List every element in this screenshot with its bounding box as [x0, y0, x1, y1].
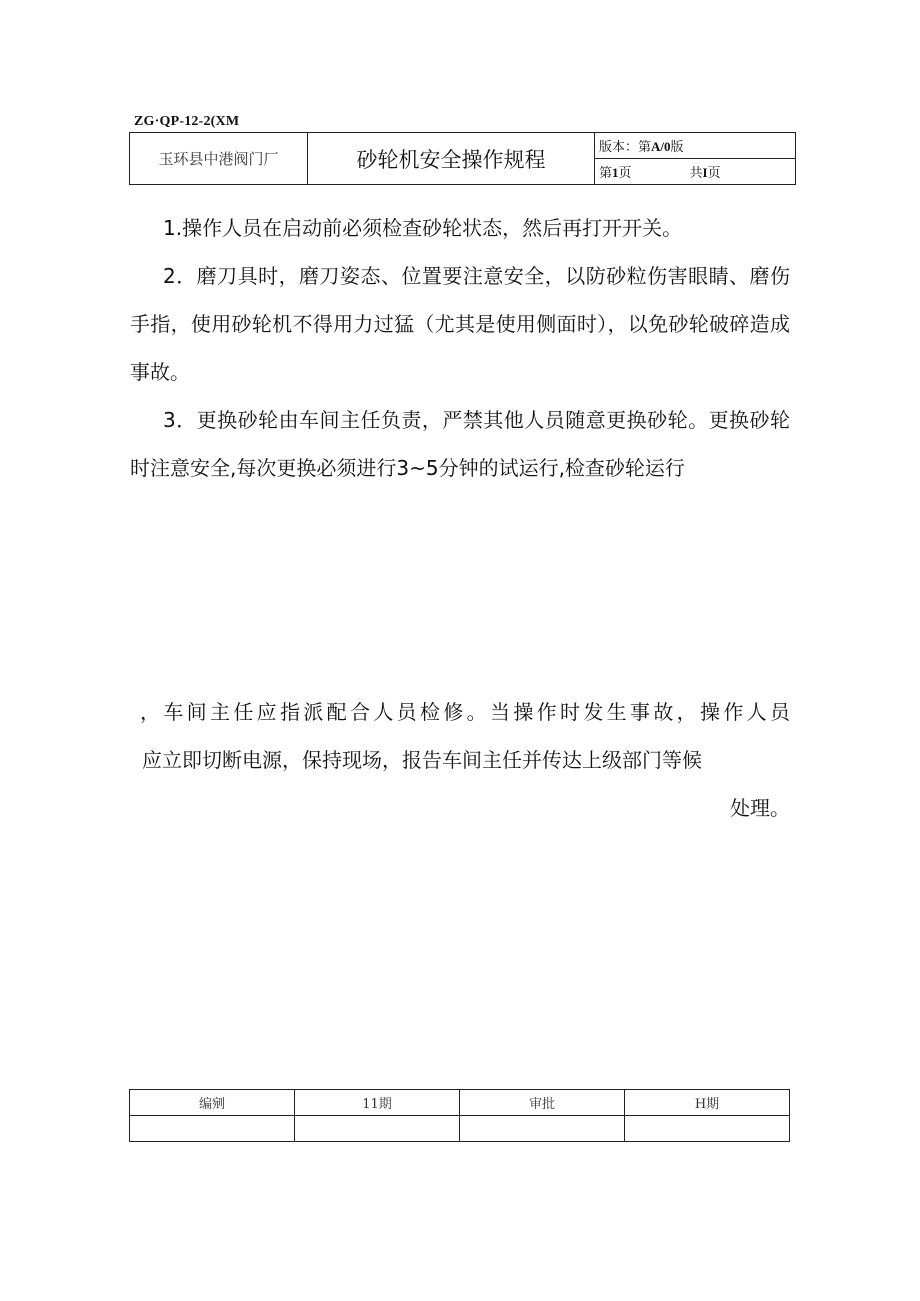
document-code: ZG·QP-12-2(XM: [134, 114, 240, 129]
document-title: 砂轮机安全操作规程: [308, 133, 595, 185]
company-name: 玉环县中港阀门厂: [130, 133, 308, 185]
compiled-by-header: 编剜: [130, 1090, 295, 1116]
approved-by-cell: [460, 1116, 625, 1142]
continuation-text: [130, 688, 790, 832]
document-body: [130, 204, 790, 492]
version-suffix: 版: [670, 140, 684, 155]
compiled-by-cell: [130, 1116, 295, 1142]
page-number: 第1页: [599, 165, 632, 181]
continuation-line-1: ，车间主任应指派配合人员检修。当操作时发生事故，操作人员: [140, 700, 790, 724]
continuation-line-2: 应立即切断电源，保持现场，报告车间主任并传达上级部门等候: [142, 748, 702, 772]
continuation-line-3: 处理。: [730, 796, 790, 820]
approve-date-cell: [625, 1116, 790, 1142]
version-prefix: 版本：第: [599, 140, 652, 155]
compile-date-cell: [295, 1116, 460, 1142]
paragraph-2: 2．磨刀具时，磨刀姿态、位置要注意安全，以防砂粒伤害眼睛、磨伤手指，使用砂轮机不得用力过猛（尤其是使用侧面时），以免砂轮破碎造成事故。: [130, 264, 790, 384]
paragraph-3: 3．更换砂轮由车间主任负责，严禁其他人员随意更换砂轮。更换砂轮时注意安全,每次更换必须进行3~5分钟的试运行,检查砂轮运行: [130, 408, 790, 480]
approved-by-header: 审批: [460, 1090, 625, 1116]
approve-date-header: H期: [625, 1090, 790, 1116]
total-pages: 共I页: [689, 165, 721, 181]
signature-table: [129, 1089, 790, 1142]
page-cell: [595, 159, 796, 185]
paragraph-1: 1.操作人员在启动前必须检查砂轮状态，然后再打开开关。: [163, 216, 683, 240]
version-cell: [595, 133, 796, 159]
version-value: A/0: [651, 139, 671, 154]
compile-date-header: 11期: [295, 1090, 460, 1116]
document-header-table: [129, 132, 796, 185]
